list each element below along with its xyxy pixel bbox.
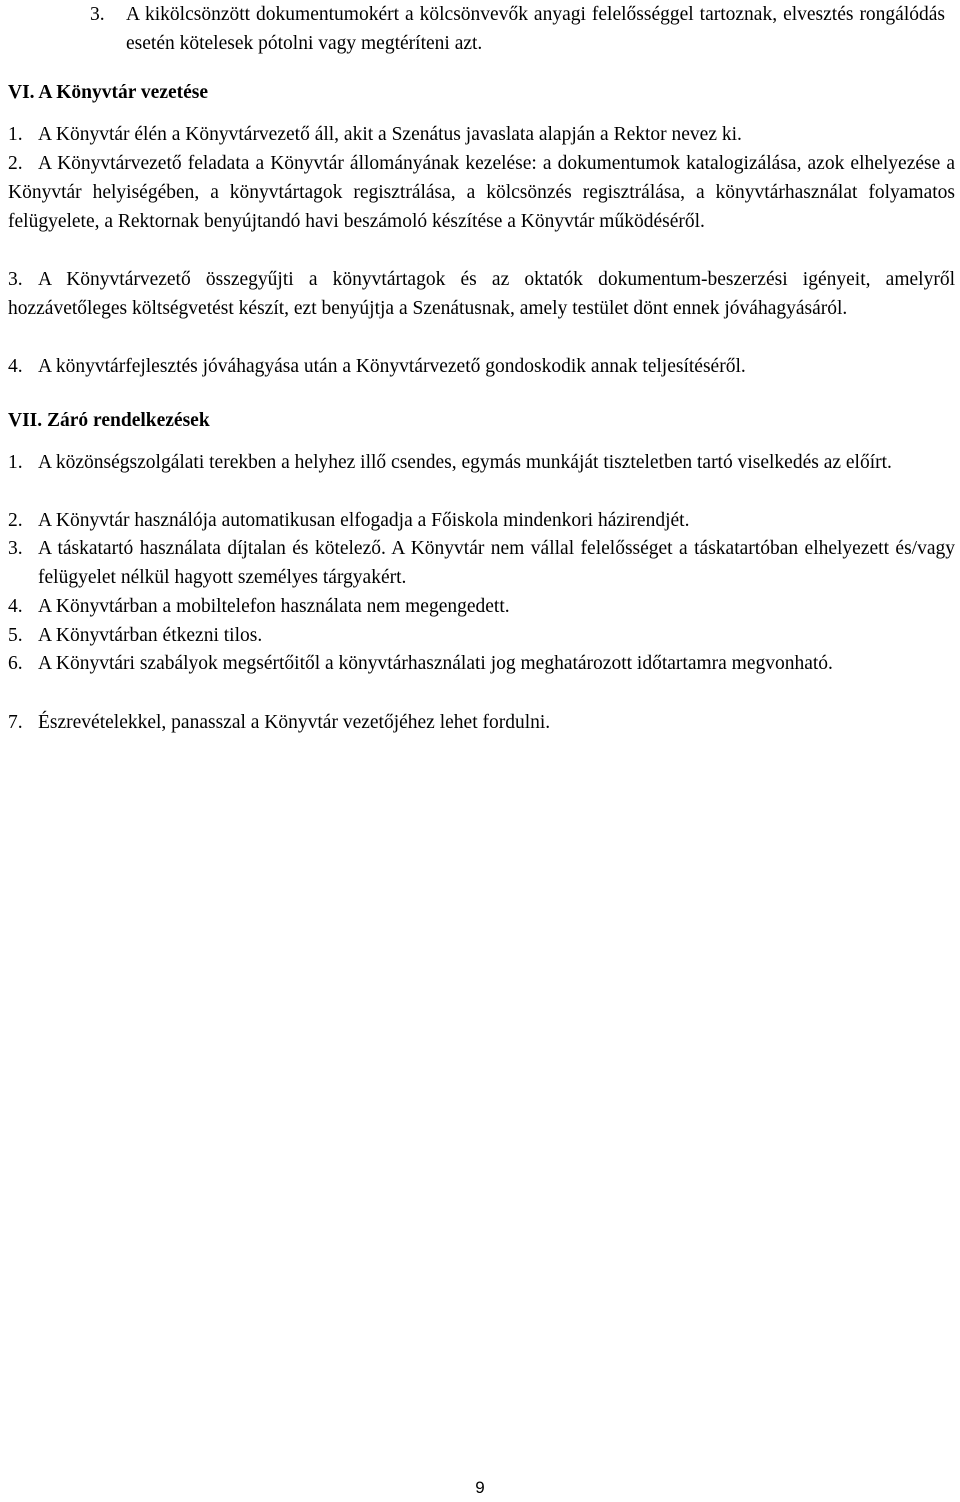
- item-text: A Könyvtárvezető összegyűjti a könyvtártagok és az oktatók dokumentum-beszerzési igényeit, amelyről hozzávetőleges költségvetést készít, ezt benyújtja a Szenátusnak, amely testület dönt ennek jóváhagyásáról.: [8, 269, 955, 319]
- item-number: 3.: [8, 538, 23, 559]
- item-number: 4.: [8, 596, 23, 617]
- list-item: [8, 120, 955, 149]
- item-number: 6.: [8, 653, 23, 674]
- list-item: [8, 352, 955, 381]
- item-number: 7.: [8, 712, 23, 733]
- list-item-intro: [90, 0, 945, 58]
- item-text: Észrevételekkel, panasszal a Könyvtár vezetőjéhez lehet fordulni.: [38, 712, 551, 733]
- section-heading-vii: VII. Záró rendelkezések: [8, 410, 210, 431]
- item-text: A Könyvtárvezető feladata a Könyvtár állományának kezelése: a dokumentumok katalogizálása, azok elhelyezése a Könyvtár helyiségében, a könyvtártagok regisztrálása, a kölcsönzés regisztrálása, a könyvtárhasználat folyamatos felügyelete, a Rektornak benyújtandó havi beszámoló készítése a Könyvtár működéséről.: [8, 153, 955, 232]
- list-item: [8, 448, 955, 477]
- item-number: 5.: [8, 625, 23, 646]
- list-item: [8, 534, 955, 592]
- item-number: 2.: [8, 510, 23, 531]
- list-item: [8, 621, 955, 650]
- list-item: [8, 708, 955, 737]
- item-number: 2.: [8, 153, 23, 174]
- item-text: A Könyvtárban a mobiltelefon használata nem megengedett.: [38, 596, 510, 617]
- item-number: 4.: [8, 356, 23, 377]
- list-item: [8, 149, 955, 236]
- item-number: 3.: [8, 269, 23, 290]
- item-text: A közönségszolgálati terekben a helyhez illő csendes, egymás munkáját tiszteletben tartó viselkedés az előírt.: [38, 452, 892, 473]
- item-number: 1.: [8, 124, 23, 145]
- list-item: [8, 649, 955, 678]
- list-item: [8, 592, 955, 621]
- item-text: A Könyvtár használója automatikusan elfogadja a Főiskola mindenkori házirendjét.: [38, 510, 690, 531]
- item-text: A könyvtárfejlesztés jóváhagyása után a Könyvtárvezető gondoskodik annak teljesítéséről.: [38, 356, 746, 377]
- item-number: 3.: [90, 4, 105, 25]
- item-text: A Könyvtári szabályok megsértőitől a könyvtárhasználati jog meghatározott időtartamra megvonható.: [38, 653, 833, 674]
- list-item: [8, 506, 955, 535]
- item-number: 1.: [8, 452, 23, 473]
- item-text: A Könyvtárban étkezni tilos.: [38, 625, 263, 646]
- list-item: [8, 265, 955, 323]
- page-number: 9: [475, 1478, 485, 1497]
- item-text: A Könyvtár élén a Könyvtárvezető áll, akit a Szenátus javaslata alapján a Rektor nevez ki.: [38, 124, 742, 145]
- item-text: A kikölcsönzött dokumentumokért a kölcsönvevők anyagi felelősséggel tartoznak, elvesztés rongálódás esetén kötelesek pótolni vagy megtéríteni azt.: [126, 4, 945, 54]
- item-text: A táskatartó használata díjtalan és kötelező. A Könyvtár nem vállal felelősséget a táskatartóban elhelyezett és/vagy felügyelet nélkül hagyott személyes tárgyakért.: [38, 538, 955, 588]
- section-heading-vi: VI. A Könyvtár vezetése: [8, 82, 209, 103]
